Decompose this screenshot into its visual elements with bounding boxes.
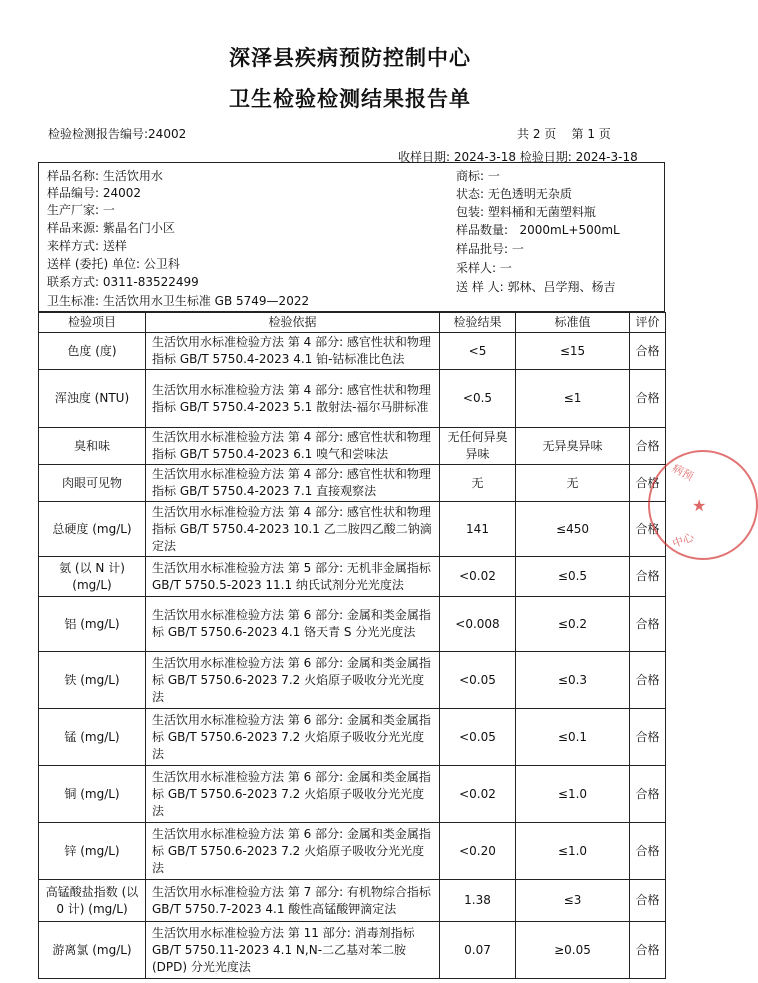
standard-cell: ≤1.0	[516, 823, 630, 880]
table-row	[39, 333, 666, 370]
table-row	[39, 652, 666, 709]
sender: 送 样 人: 郭林、吕学翔、杨吉	[456, 280, 616, 294]
seal-text-top: 病预	[670, 461, 696, 484]
result-cell: 0.07	[440, 922, 516, 979]
result-cell: 无	[440, 465, 516, 502]
table-row	[39, 597, 666, 652]
result-cell: <0.20	[440, 823, 516, 880]
evaluation-cell: 合格	[630, 502, 666, 557]
result-cell: 无任何异臭异味	[440, 428, 516, 465]
brand: 商标: 一	[456, 169, 500, 183]
evaluation-cell: 合格	[630, 465, 666, 502]
result-cell: <0.5	[440, 370, 516, 428]
standard-cell: ≤3	[516, 880, 630, 922]
item-cell: 铁 (mg/L)	[39, 652, 146, 709]
standard-cell: ≤0.5	[516, 557, 630, 597]
result-cell: <0.05	[440, 709, 516, 766]
basis-cell: 生活饮用水标准检验方法 第 4 部分: 感官性状和物理指标 GB/T 5750.4-2023 10.1 乙二胺四乙酸二钠滴定法	[146, 502, 440, 557]
result-cell: <5	[440, 333, 516, 370]
header-evaluation: 评价	[630, 313, 666, 333]
standard-cell: ≤1.0	[516, 766, 630, 823]
sample-state: 状态: 无色透明无杂质	[456, 187, 572, 201]
sample-info-box	[38, 162, 665, 312]
item-cell: 铝 (mg/L)	[39, 597, 146, 652]
item-cell: 总硬度 (mg/L)	[39, 502, 146, 557]
sample-quantity: 样品数量: 2000mL+500mL	[456, 223, 620, 237]
basis-cell: 生活饮用水标准检验方法 第 4 部分: 感官性状和物理指标 GB/T 5750.4-2023 5.1 散射法-福尔马肼标准	[146, 370, 440, 428]
seal-star-icon: ★	[692, 496, 707, 515]
basis-cell: 生活饮用水标准检验方法 第 6 部分: 金属和类金属指标 GB/T 5750.6-2023 4.1 铬天青 S 分光光度法	[146, 597, 440, 652]
standard-cell: ≤0.2	[516, 597, 630, 652]
delivery-method: 来样方式: 送样	[47, 239, 127, 253]
sample-name: 样品名称: 生活饮用水	[47, 169, 163, 183]
basis-cell: 生活饮用水标准检验方法 第 4 部分: 感官性状和物理指标 GB/T 5750.4-2023 6.1 嗅气和尝味法	[146, 428, 440, 465]
standard-cell: ≤0.3	[516, 652, 630, 709]
evaluation-cell: 合格	[630, 652, 666, 709]
item-cell: 铜 (mg/L)	[39, 766, 146, 823]
standard-cell: ≤0.1	[516, 709, 630, 766]
hygiene-standard: 卫生标准: 生活饮用水卫生标准 GB 5749—2022	[47, 294, 310, 308]
result-cell: 141	[440, 502, 516, 557]
result-cell: <0.02	[440, 557, 516, 597]
evaluation-cell: 合格	[630, 766, 666, 823]
table-row	[39, 370, 666, 428]
item-cell: 浑浊度 (NTU)	[39, 370, 146, 428]
table-row	[39, 557, 666, 597]
page-info: 共 2 页 第 1 页	[517, 127, 611, 141]
result-cell: <0.05	[440, 652, 516, 709]
result-cell: <0.02	[440, 766, 516, 823]
batch-number: 样品批号: 一	[456, 242, 524, 256]
result-cell: <0.008	[440, 597, 516, 652]
basis-cell: 生活饮用水标准检验方法 第 4 部分: 感官性状和物理指标 GB/T 5750.4-2023 7.1 直接观察法	[146, 465, 440, 502]
item-cell: 锰 (mg/L)	[39, 709, 146, 766]
report-number: 检验检测报告编号:24002	[48, 127, 187, 141]
evaluation-cell: 合格	[630, 428, 666, 465]
evaluation-cell: 合格	[630, 370, 666, 428]
standard-cell: ≤15	[516, 333, 630, 370]
packaging: 包装: 塑料桶和无菌塑料瓶	[456, 205, 596, 219]
seal-text-bottom: 中心	[670, 530, 696, 551]
evaluation-cell: 合格	[630, 333, 666, 370]
evaluation-cell: 合格	[630, 823, 666, 880]
evaluation-cell: 合格	[630, 880, 666, 922]
item-cell: 色度 (度)	[39, 333, 146, 370]
sample-number: 样品编号: 24002	[47, 186, 142, 200]
item-cell: 高锰酸盐指数 (以 0 计) (mg/L)	[39, 880, 146, 922]
standard-cell: ≤1	[516, 370, 630, 428]
basis-cell: 生活饮用水标准检验方法 第 6 部分: 金属和类金属指标 GB/T 5750.6-2023 7.2 火焰原子吸收分光光度法	[146, 709, 440, 766]
standard-cell: 无	[516, 465, 630, 502]
sample-dates: 收样日期: 2024-3-18 检验日期: 2024-3-18	[398, 150, 638, 164]
report-title: 卫生检验检测结果报告单	[229, 87, 471, 111]
evaluation-cell: 合格	[630, 922, 666, 979]
results-table	[38, 312, 666, 979]
basis-cell: 生活饮用水标准检验方法 第 6 部分: 金属和类金属指标 GB/T 5750.6-2023 7.2 火焰原子吸收分光光度法	[146, 652, 440, 709]
sample-source: 样品来源: 紫晶名门小区	[47, 221, 175, 235]
item-cell: 氨 (以 N 计) (mg/L)	[39, 557, 146, 597]
standard-cell: ≤450	[516, 502, 630, 557]
item-cell: 肉眼可见物	[39, 465, 146, 502]
evaluation-cell: 合格	[630, 597, 666, 652]
item-cell: 游离氯 (mg/L)	[39, 922, 146, 979]
basis-cell: 生活饮用水标准检验方法 第 11 部分: 消毒剂指标 GB/T 5750.11-2023 4.1 N,N-二乙基对苯二胺 (DPD) 分光光度法	[146, 922, 440, 979]
client-unit: 送样 (委托) 单位: 公卫科	[47, 257, 180, 271]
table-row	[39, 465, 666, 502]
evaluation-cell: 合格	[630, 557, 666, 597]
sampler: 采样人: 一	[456, 261, 512, 275]
header-basis: 检验依据	[146, 313, 440, 333]
item-cell: 臭和味	[39, 428, 146, 465]
result-cell: 1.38	[440, 880, 516, 922]
header-item: 检验项目	[39, 313, 146, 333]
standard-cell: ≥0.05	[516, 922, 630, 979]
basis-cell: 生活饮用水标准检验方法 第 7 部分: 有机物综合指标 GB/T 5750.7-2023 4.1 酸性高锰酸钾滴定法	[146, 880, 440, 922]
basis-cell: 生活饮用水标准检验方法 第 6 部分: 金属和类金属指标 GB/T 5750.6-2023 7.2 火焰原子吸收分光光度法	[146, 823, 440, 880]
table-row	[39, 823, 666, 880]
header-result: 检验结果	[440, 313, 516, 333]
header-standard: 标准值	[516, 313, 630, 333]
basis-cell: 生活饮用水标准检验方法 第 5 部分: 无机非金属指标 GB/T 5750.5-2023 11.1 纳氏试剂分光光度法	[146, 557, 440, 597]
table-row	[39, 428, 666, 465]
table-row	[39, 880, 666, 922]
manufacturer: 生产厂家: 一	[47, 203, 115, 217]
evaluation-cell: 合格	[630, 709, 666, 766]
org-title: 深泽县疾病预防控制中心	[229, 46, 471, 70]
standard-cell: 无异臭异味	[516, 428, 630, 465]
table-row	[39, 922, 666, 979]
table-header-row	[39, 313, 666, 333]
basis-cell: 生活饮用水标准检验方法 第 4 部分: 感官性状和物理指标 GB/T 5750.4-2023 4.1 铂-钴标准比色法	[146, 333, 440, 370]
contact: 联系方式: 0311-83522499	[47, 275, 199, 289]
basis-cell: 生活饮用水标准检验方法 第 6 部分: 金属和类金属指标 GB/T 5750.6-2023 7.2 火焰原子吸收分光光度法	[146, 766, 440, 823]
table-row	[39, 502, 666, 557]
table-row	[39, 766, 666, 823]
table-row	[39, 709, 666, 766]
item-cell: 锌 (mg/L)	[39, 823, 146, 880]
